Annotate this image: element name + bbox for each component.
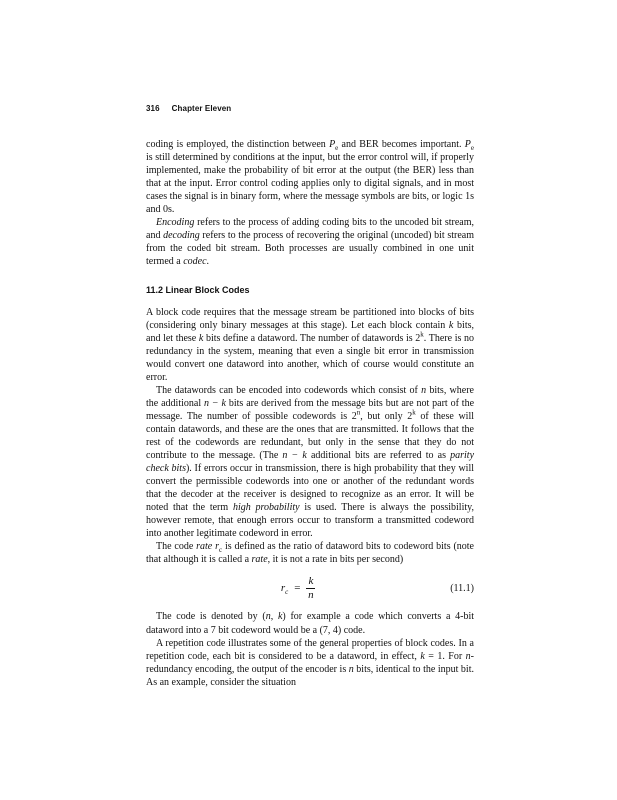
section-heading: 11.2 Linear Block Codes [146, 285, 250, 296]
paragraph: coding is employed, the distinction between $P_e$ and BER becomes important. $P_e$ is still determined by conditions at the input, but the error control will, if properly implemented, make the probability of bit error at the output (the BER) less than that at the input. Error control coding applies only to digital signals, and in most cases the signal is in binary form, where the message symbols are bits, or logic 1s and 0s. [146, 139, 474, 216]
paragraph: The code is denoted by (n, k) for example a code which converts a 4-bit dataword into a 7 bit codeword would be a (7, 4) code. [146, 611, 474, 636]
paragraph: Encoding refers to the process of adding coding bits to the uncoded bit stream, and decoding refers to the process of recovering the original (uncoded) bit stream from the coded bit stream. Both processes are usually combined in one unit termed a codec. [146, 217, 474, 268]
body-text [146, 138, 474, 689]
equation-lhs: $r_c$ [280, 581, 289, 597]
chapter-title: Chapter Eleven [171, 104, 232, 113]
denominator: n [308, 588, 314, 601]
equation-11-1 [146, 574, 474, 602]
running-header [146, 104, 231, 113]
equation-number: (11.1) [450, 582, 474, 594]
paragraph: The datawords can be encoded into codewords which consist of n bits, where the additional n − k bits are derived from the message bits but are not part of the message. The number of possible codewords is 2$^n$, but only 2$^k$ of these will contain datawords, and these are the ones that are transmitted. It follows that the rest of the codewords are redundant, but only in the sense that they do not contribute to the message. (The n − k additional bits are referred to as parity check bits). If errors occur in transmission, there is high probability that they will convert the permissible codewords into one or another of the redundant words that the decoder at the receiver is designed to recognize as an error. It will be noted that the term high probability is used. There is always the possibility, however remote, that enough errors occur to transform a transmitted codeword into another legitimate codeword in error. [146, 384, 475, 540]
paragraph: A repetition code illustrates some of the general properties of block codes. In a repetition code, each bit is considered to be a dataword, in effect, k = 1. For n-redundancy encoding, the output of the encoder is n bits, identical to the input bit. As an example, consider the situation [146, 637, 474, 688]
paragraph: A block code requires that the message stream be partitioned into blocks of bits (considering only binary messages at this stage). Let each block contain k bits, and let these k bits define a dataword. The number of datawords is 2$^k$. There is no redundancy in the system, meaning that even a single bit error in transmission would convert one dataword into another, which of course would constitute an error. [146, 306, 475, 383]
page-number: 316 [146, 104, 160, 113]
paragraph: The code rate $r_c$ is defined as the ratio of dataword bits to codeword bits (note that although it is called a rate, it is not a rate in bits per second) [146, 541, 474, 566]
numerator: k [308, 574, 314, 587]
fraction [306, 576, 315, 601]
equals-sign: = [294, 581, 301, 594]
